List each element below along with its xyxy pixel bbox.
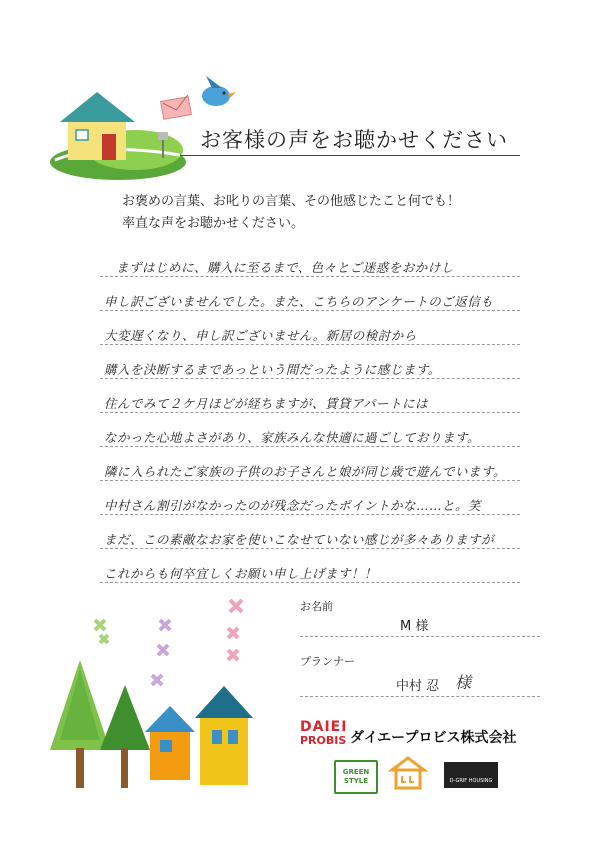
d-grif-text: D-GRIF HOUSING xyxy=(449,778,493,784)
green-style-logo xyxy=(334,760,378,794)
planner-signature: 様 xyxy=(455,673,472,692)
intro-line-1: お褒めの言葉、お叱りの言葉、その他感じたこと何でも！ xyxy=(122,194,461,209)
comment-line: なかった心地よさがあり、家族みんな快適に過ごしております。 xyxy=(104,430,481,445)
rule-line xyxy=(100,582,520,583)
title-underline xyxy=(180,155,520,156)
rule-line xyxy=(100,310,520,311)
name-value: M 様 xyxy=(400,619,429,634)
planner-field-line xyxy=(300,696,540,697)
planner-value: 中村 忍 xyxy=(396,679,440,694)
rule-line xyxy=(100,378,520,379)
rule-line xyxy=(100,548,520,549)
house-illustration xyxy=(40,70,200,180)
comment-line: まだ、この素敵なお家を使いこなせていない感じが多々ありますが xyxy=(104,532,495,547)
rule-line xyxy=(100,412,520,413)
rule-line xyxy=(100,480,520,481)
logo-top-text: DAIEI xyxy=(300,719,348,735)
daiei-logo xyxy=(300,720,346,750)
name-label: お名前 xyxy=(300,600,333,613)
page-title: お客様の声をお聴かせください xyxy=(200,128,508,152)
comment-line: 隣に入られたご家族の子供のお子さんと娘が同じ歳で遊んでいます。 xyxy=(104,464,507,479)
comment-line: 購入を決断するまであっという間だったように感じます。 xyxy=(104,362,441,377)
intro-text xyxy=(122,191,460,235)
comment-line: 大変遅くなり、申し訳ございません。新居の検討から xyxy=(104,328,417,343)
rule-line xyxy=(100,344,520,345)
intro-line-2: 率直な声をお聴かせください。 xyxy=(122,216,305,231)
trees-illustration xyxy=(40,590,290,800)
logo-bottom-text: PROBIS xyxy=(300,734,347,747)
name-field-line xyxy=(300,636,540,637)
comment-line: これからも何卒宜しくお願い申し上げます！！ xyxy=(104,566,378,581)
d-grif-logo xyxy=(444,762,498,788)
green-style-text: GREEN STYLE xyxy=(342,768,370,785)
rule-line xyxy=(100,276,520,277)
comment-line: 中村さん割引がなかったのが残念だったポイントかな……と。笑 xyxy=(104,498,482,513)
comment-line: 申し訳ございませんでした。また、こちらのアンケートのご返信も xyxy=(104,294,494,309)
bird-icon xyxy=(192,74,242,110)
rule-line xyxy=(100,446,520,447)
envelope-icon xyxy=(160,95,196,121)
rule-line xyxy=(100,514,520,515)
company-name: ダイエープロビス株式会社 xyxy=(350,730,517,746)
comment-line: まずはじめに、購入に至るまで、色々とご迷惑をおかけし xyxy=(116,260,454,275)
planner-label: プランナー xyxy=(300,655,355,668)
house-brand-logo xyxy=(388,756,428,786)
comment-line: 住んでみて２ケ月ほどが経ちますが、賃貸アパートには xyxy=(104,396,429,411)
